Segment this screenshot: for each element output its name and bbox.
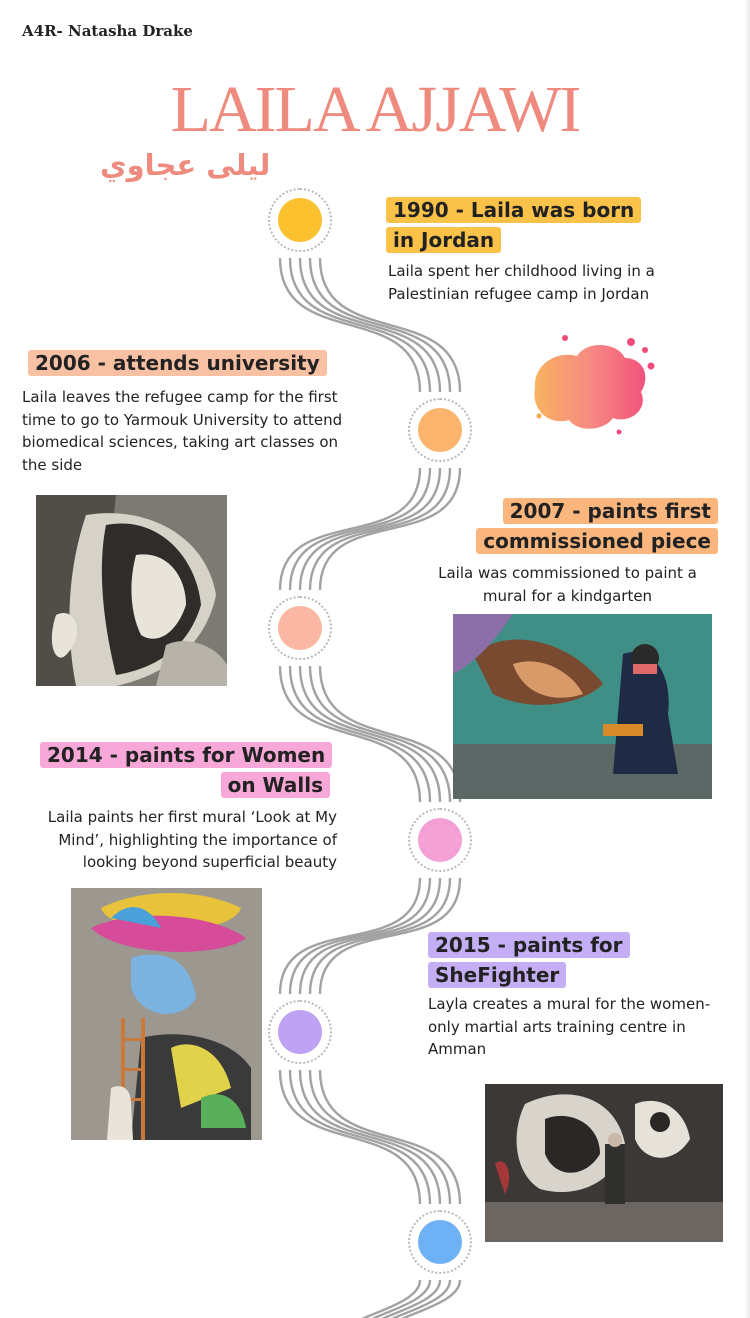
timeline-node-2007 — [268, 596, 332, 660]
road-line — [300, 878, 440, 994]
event-headline-2014 — [40, 740, 330, 800]
women-on-walls-mural-photo — [71, 888, 262, 1140]
timeline-node-2014 — [408, 808, 472, 872]
road-line — [320, 1070, 460, 1204]
event-description-2006: Laila leaves the refugee camp for the first time to go to Yarmouk University to attend biomedical sciences, taking art classes on the side — [22, 388, 343, 474]
event-description-2007: Laila was commissioned to paint a mural for a kindgarten — [438, 564, 697, 605]
road-line — [290, 1070, 430, 1204]
headline-text: 2006 - attends university — [28, 350, 327, 376]
node-dot — [418, 818, 462, 862]
headline-text: 2014 - paints for Women on Walls — [40, 742, 332, 798]
page-title: LAILA AJJAWI — [170, 73, 580, 146]
timeline-node-2015 — [268, 1000, 332, 1064]
shefighter-mural-photo — [485, 1084, 723, 1242]
road-line — [290, 878, 430, 994]
node-dot — [278, 198, 322, 242]
road-line — [310, 666, 450, 802]
road-line — [280, 468, 420, 590]
portrait-mural-photo — [36, 495, 227, 686]
node-dot — [278, 606, 322, 650]
road-line — [280, 878, 420, 994]
headline-text: 2007 - paints first commissioned piece — [476, 498, 718, 554]
event-headline-2015 — [428, 930, 688, 990]
timeline-node-2006 — [408, 398, 472, 462]
event-headline-2007 — [470, 496, 718, 556]
event-description-2014: Laila paints her first mural ‘Look at My Mind’, highlighting the importance of looking beyond superficial beauty — [47, 808, 337, 871]
timeline-node-final — [408, 1210, 472, 1274]
headline-text: 1990 - Laila was born in Jordan — [386, 197, 641, 253]
headline-text: 2015 - paints for SheFighter — [428, 932, 630, 988]
event-description-1990: Laila spent her childhood living in a Palestinian refugee camp in Jordan — [388, 262, 655, 303]
timeline-node-1990 — [268, 188, 332, 252]
road-line — [290, 468, 430, 590]
node-dot — [418, 408, 462, 452]
arabic-name: ليلى عجاوي — [100, 148, 271, 182]
road-line — [300, 468, 440, 590]
event-headline-2006 — [28, 348, 348, 378]
watercolor-splash — [525, 328, 660, 443]
road-line — [320, 666, 460, 802]
event-headline-1990 — [386, 195, 656, 255]
author-label: A4R- Natasha Drake — [22, 22, 193, 40]
road-line — [280, 1070, 420, 1204]
event-description-2015: Layla creates a mural for the women-only martial arts training centre in Amman — [428, 995, 711, 1058]
node-dot — [418, 1220, 462, 1264]
road-line — [310, 1070, 450, 1204]
kindergarten-mural-photo — [453, 614, 712, 799]
node-dot — [278, 1010, 322, 1054]
road-line — [300, 1070, 440, 1204]
